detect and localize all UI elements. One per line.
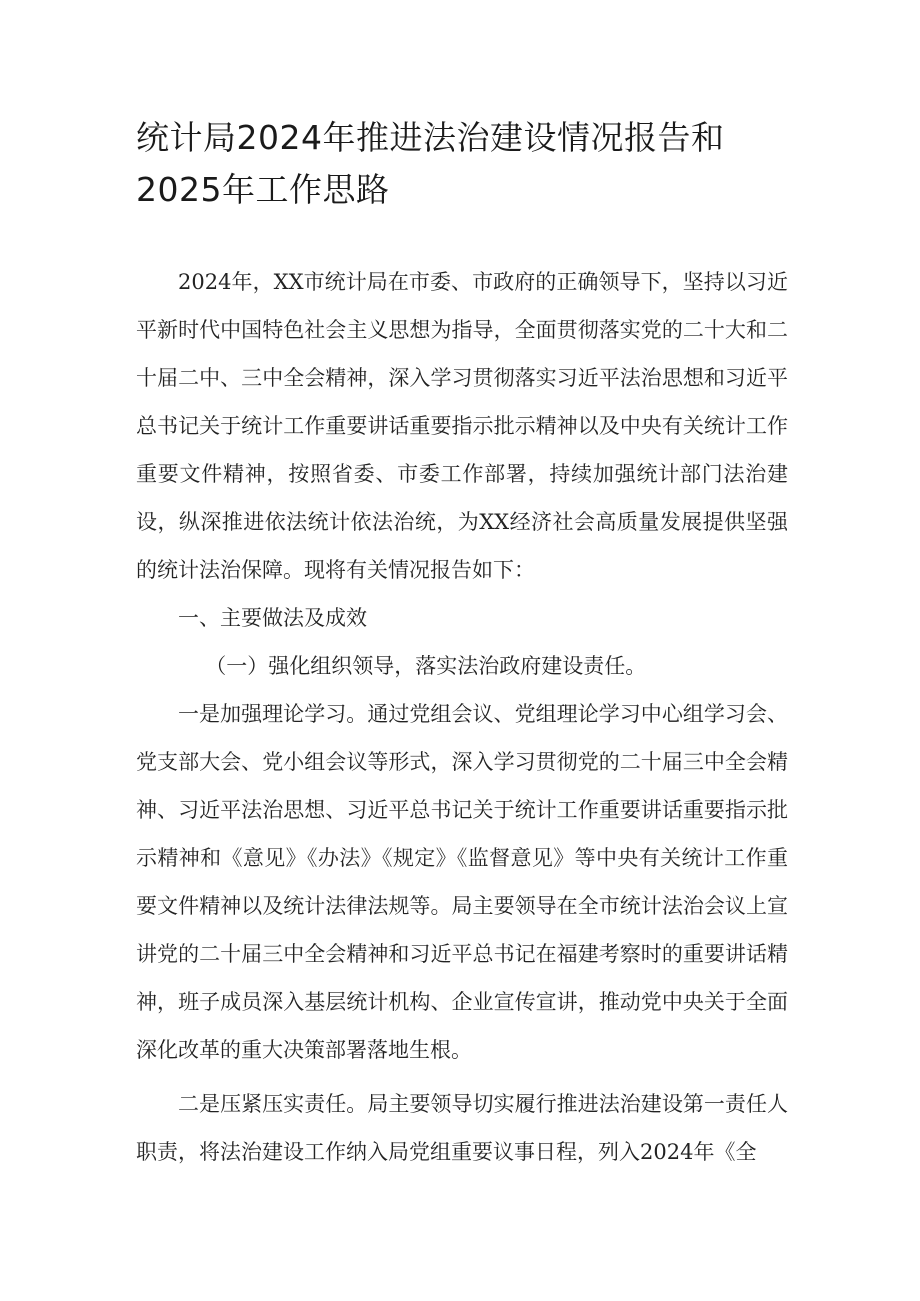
document-title: [136, 112, 786, 216]
subsection-heading-1: （一）强化组织领导，落实法治政府建设责任。: [205, 654, 647, 678]
title-line-1: 统计局2024年推进法治建设情况报告和: [136, 118, 725, 157]
document-body: [136, 258, 788, 1176]
body-paragraph-2: 二是压紧压实责任。局主要领导切实履行推进法治建设第一责任人职责，将法治建设工作纳入局党组重要议事日程，列入2024年《全: [136, 1092, 788, 1164]
title-line-2: 2025年工作思路: [136, 170, 390, 209]
intro-paragraph: 2024年，XX市统计局在市委、市政府的正确领导下，坚持以习近平新时代中国特色社会主义思想为指导，全面贯彻落实党的二十大和二十届二中、三中全会精神，深入学习贯彻落实习近平法治思想和习近平总书记关于统计工作重要讲话重要指示批示精神以及中央有关统计工作重要文件精神，按照省委、市委工作部署，持续加强统计部门法治建设，纵深推进依法统计依法治统，为XX经济社会高质量发展提供坚强的统计法治保障。现将有关情况报告如下：: [136, 270, 788, 582]
body-paragraph-1: 一是加强理论学习。通过党组会议、党组理论学习中心组学习会、党支部大会、党小组会议等形式，深入学习贯彻党的二十届三中全会精神、习近平法治思想、习近平总书记关于统计工作重要讲话重要指示批示精神和《意见》《办法》《规定》《监督意见》等中央有关统计工作重要文件精神以及统计法律法规等。局主要领导在全市统计法治会议上宣讲党的二十届三中全会精神和习近平总书记在福建考察时的重要讲话精神，班子成员深入基层统计机构、企业宣传宣讲，推动党中央关于全面深化改革的重大决策部署落地生根。: [136, 702, 788, 1062]
section-heading-1: 一、主要做法及成效: [178, 606, 367, 630]
